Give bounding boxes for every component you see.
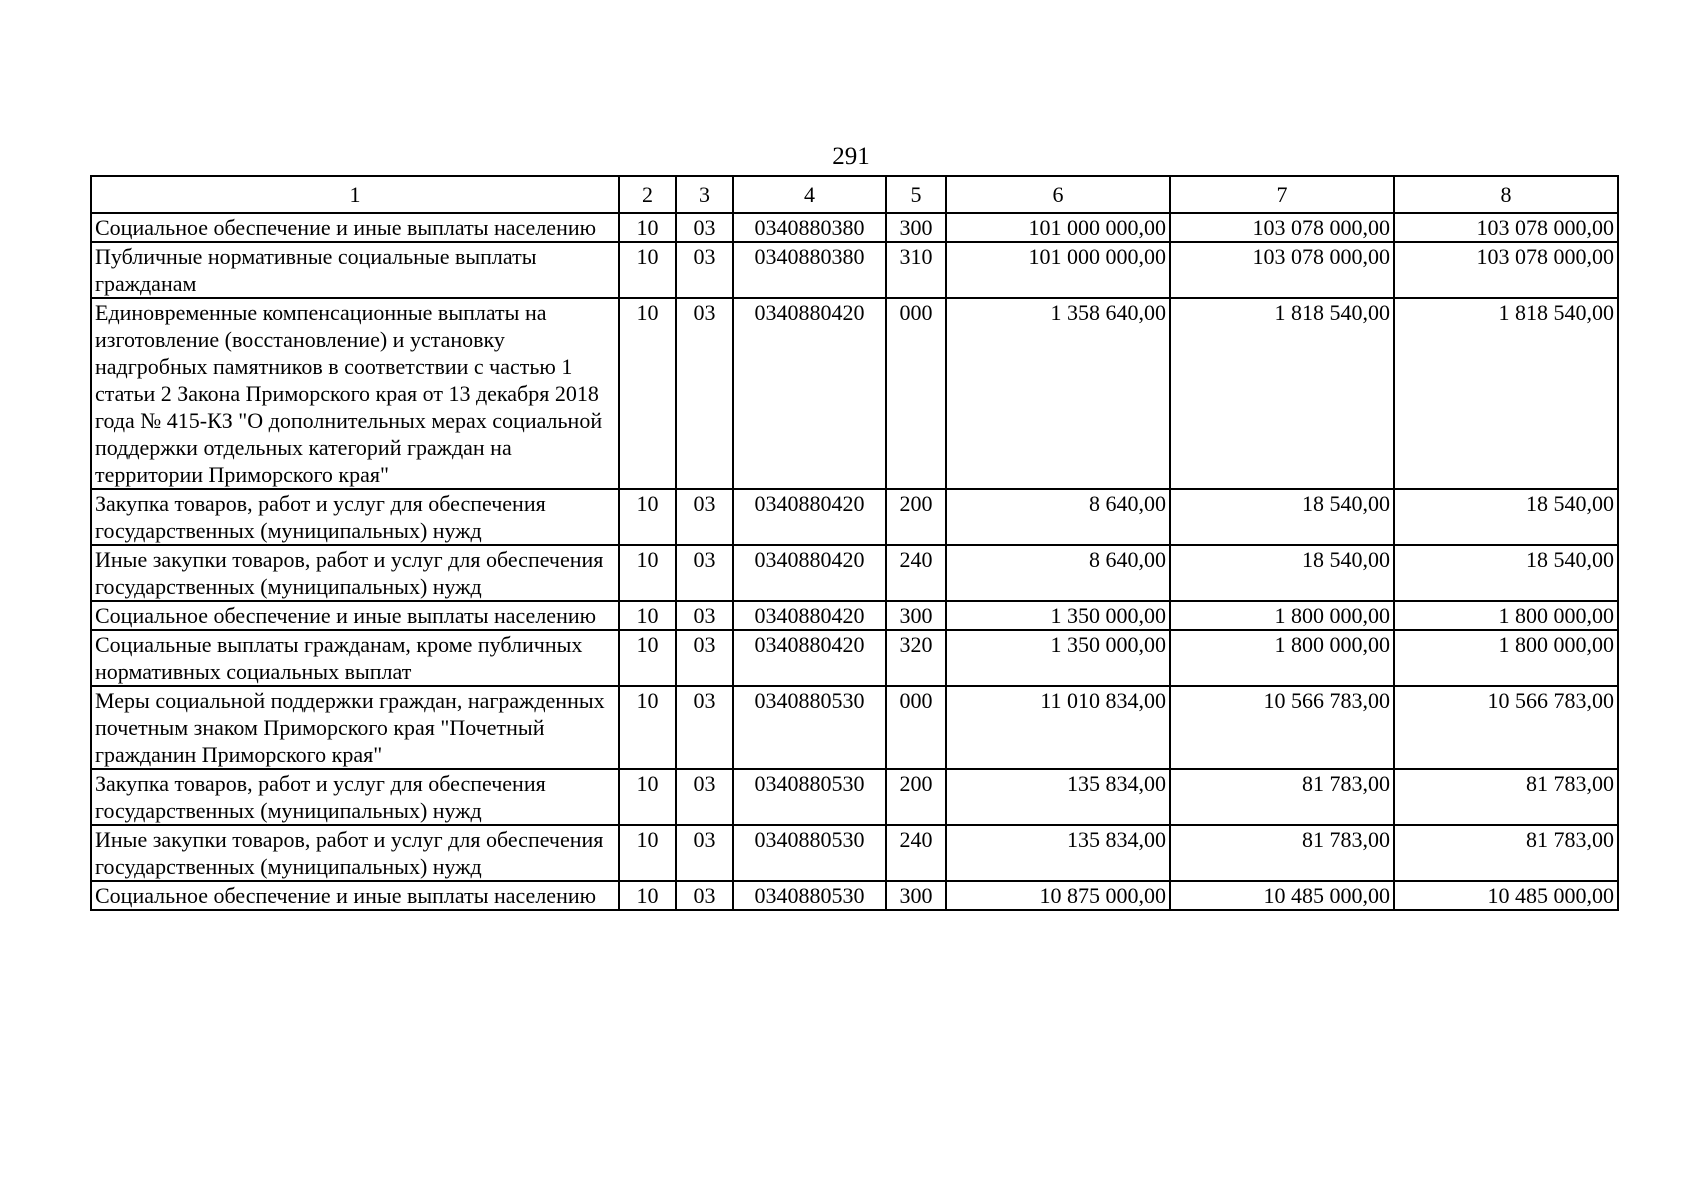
row-subsection: 03 bbox=[676, 298, 733, 489]
row-target-article: 0340880380 bbox=[733, 213, 886, 242]
row-name: Единовременные компенсационные выплаты на изготовление (восстановление) и установку надгробных памятников в соответствии с частью 1 статьи 2 Закона Приморского края от 13 декабря 2018 года № 415-КЗ "О дополнительных мерах социальной поддержки отдельных категорий граждан на территории Приморского края" bbox=[91, 298, 619, 489]
row-subsection: 03 bbox=[676, 545, 733, 601]
row-target-article: 0340880380 bbox=[733, 242, 886, 298]
row-target-article: 0340880530 bbox=[733, 686, 886, 769]
row-target-article: 0340880420 bbox=[733, 630, 886, 686]
row-expense-type: 300 bbox=[886, 881, 946, 910]
row-amount-7: 10 485 000,00 bbox=[1170, 881, 1394, 910]
row-amount-8: 10 485 000,00 bbox=[1394, 881, 1618, 910]
row-target-article: 0340880420 bbox=[733, 601, 886, 630]
row-amount-7: 81 783,00 bbox=[1170, 769, 1394, 825]
row-section: 10 bbox=[619, 213, 676, 242]
row-amount-6: 101 000 000,00 bbox=[946, 242, 1170, 298]
row-name: Иные закупки товаров, работ и услуг для обеспечения государственных (муниципальных) нужд bbox=[91, 825, 619, 881]
row-amount-8: 103 078 000,00 bbox=[1394, 213, 1618, 242]
row-amount-8: 1 800 000,00 bbox=[1394, 601, 1618, 630]
row-target-article: 0340880420 bbox=[733, 298, 886, 489]
row-amount-6: 135 834,00 bbox=[946, 825, 1170, 881]
table-row bbox=[91, 213, 1618, 242]
row-target-article: 0340880530 bbox=[733, 769, 886, 825]
table-row bbox=[91, 545, 1618, 601]
row-section: 10 bbox=[619, 298, 676, 489]
row-name: Закупка товаров, работ и услуг для обеспечения государственных (муниципальных) нужд bbox=[91, 769, 619, 825]
row-amount-8: 1 800 000,00 bbox=[1394, 630, 1618, 686]
row-name: Социальное обеспечение и иные выплаты населению bbox=[91, 601, 619, 630]
table-row bbox=[91, 686, 1618, 769]
row-name: Социальное обеспечение и иные выплаты населению bbox=[91, 213, 619, 242]
row-amount-7: 18 540,00 bbox=[1170, 545, 1394, 601]
row-amount-6: 8 640,00 bbox=[946, 489, 1170, 545]
row-amount-8: 81 783,00 bbox=[1394, 825, 1618, 881]
row-expense-type: 320 bbox=[886, 630, 946, 686]
row-subsection: 03 bbox=[676, 769, 733, 825]
header-col-7: 7 bbox=[1170, 176, 1394, 213]
row-amount-7: 103 078 000,00 bbox=[1170, 213, 1394, 242]
row-section: 10 bbox=[619, 686, 676, 769]
header-col-4: 4 bbox=[733, 176, 886, 213]
header-col-5: 5 bbox=[886, 176, 946, 213]
row-expense-type: 200 bbox=[886, 489, 946, 545]
row-name: Меры социальной поддержки граждан, награжденных почетным знаком Приморского края "Почетный гражданин Приморского края" bbox=[91, 686, 619, 769]
row-name: Иные закупки товаров, работ и услуг для обеспечения государственных (муниципальных) нужд bbox=[91, 545, 619, 601]
row-amount-8: 103 078 000,00 bbox=[1394, 242, 1618, 298]
budget-table bbox=[90, 175, 1619, 911]
table-row bbox=[91, 630, 1618, 686]
row-section: 10 bbox=[619, 242, 676, 298]
row-name: Публичные нормативные социальные выплаты гражданам bbox=[91, 242, 619, 298]
row-subsection: 03 bbox=[676, 881, 733, 910]
row-subsection: 03 bbox=[676, 686, 733, 769]
table-row bbox=[91, 825, 1618, 881]
row-expense-type: 000 bbox=[886, 298, 946, 489]
row-subsection: 03 bbox=[676, 825, 733, 881]
row-amount-6: 135 834,00 bbox=[946, 769, 1170, 825]
row-amount-7: 1 800 000,00 bbox=[1170, 601, 1394, 630]
row-expense-type: 300 bbox=[886, 601, 946, 630]
table-row bbox=[91, 489, 1618, 545]
header-col-2: 2 bbox=[619, 176, 676, 213]
row-amount-8: 18 540,00 bbox=[1394, 489, 1618, 545]
header-col-6: 6 bbox=[946, 176, 1170, 213]
row-section: 10 bbox=[619, 489, 676, 545]
row-amount-6: 1 358 640,00 bbox=[946, 298, 1170, 489]
row-amount-6: 1 350 000,00 bbox=[946, 601, 1170, 630]
row-section: 10 bbox=[619, 601, 676, 630]
row-expense-type: 240 bbox=[886, 825, 946, 881]
row-subsection: 03 bbox=[676, 630, 733, 686]
row-amount-6: 101 000 000,00 bbox=[946, 213, 1170, 242]
row-section: 10 bbox=[619, 825, 676, 881]
row-section: 10 bbox=[619, 881, 676, 910]
row-target-article: 0340880530 bbox=[733, 825, 886, 881]
row-target-article: 0340880420 bbox=[733, 545, 886, 601]
row-amount-6: 11 010 834,00 bbox=[946, 686, 1170, 769]
page-number: 291 bbox=[832, 143, 870, 170]
row-section: 10 bbox=[619, 630, 676, 686]
row-expense-type: 310 bbox=[886, 242, 946, 298]
row-amount-7: 81 783,00 bbox=[1170, 825, 1394, 881]
table-row bbox=[91, 298, 1618, 489]
row-name: Социальные выплаты гражданам, кроме публичных нормативных социальных выплат bbox=[91, 630, 619, 686]
row-amount-6: 10 875 000,00 bbox=[946, 881, 1170, 910]
row-subsection: 03 bbox=[676, 242, 733, 298]
row-amount-6: 8 640,00 bbox=[946, 545, 1170, 601]
table-row bbox=[91, 242, 1618, 298]
header-col-1: 1 bbox=[91, 176, 619, 213]
row-amount-6: 1 350 000,00 bbox=[946, 630, 1170, 686]
row-name: Закупка товаров, работ и услуг для обеспечения государственных (муниципальных) нужд bbox=[91, 489, 619, 545]
table-row bbox=[91, 601, 1618, 630]
row-amount-7: 103 078 000,00 bbox=[1170, 242, 1394, 298]
header-col-8: 8 bbox=[1394, 176, 1618, 213]
row-amount-8: 1 818 540,00 bbox=[1394, 298, 1618, 489]
row-name: Социальное обеспечение и иные выплаты населению bbox=[91, 881, 619, 910]
row-amount-7: 10 566 783,00 bbox=[1170, 686, 1394, 769]
row-expense-type: 200 bbox=[886, 769, 946, 825]
row-expense-type: 000 bbox=[886, 686, 946, 769]
row-amount-8: 10 566 783,00 bbox=[1394, 686, 1618, 769]
row-subsection: 03 bbox=[676, 213, 733, 242]
row-expense-type: 240 bbox=[886, 545, 946, 601]
row-amount-7: 1 800 000,00 bbox=[1170, 630, 1394, 686]
header-col-3: 3 bbox=[676, 176, 733, 213]
row-subsection: 03 bbox=[676, 601, 733, 630]
row-subsection: 03 bbox=[676, 489, 733, 545]
header-row bbox=[91, 176, 1618, 213]
row-amount-8: 18 540,00 bbox=[1394, 545, 1618, 601]
row-amount-7: 1 818 540,00 bbox=[1170, 298, 1394, 489]
row-amount-7: 18 540,00 bbox=[1170, 489, 1394, 545]
row-amount-8: 81 783,00 bbox=[1394, 769, 1618, 825]
table-row bbox=[91, 769, 1618, 825]
table-row bbox=[91, 881, 1618, 910]
row-target-article: 0340880420 bbox=[733, 489, 886, 545]
row-target-article: 0340880530 bbox=[733, 881, 886, 910]
row-section: 10 bbox=[619, 545, 676, 601]
row-expense-type: 300 bbox=[886, 213, 946, 242]
row-section: 10 bbox=[619, 769, 676, 825]
